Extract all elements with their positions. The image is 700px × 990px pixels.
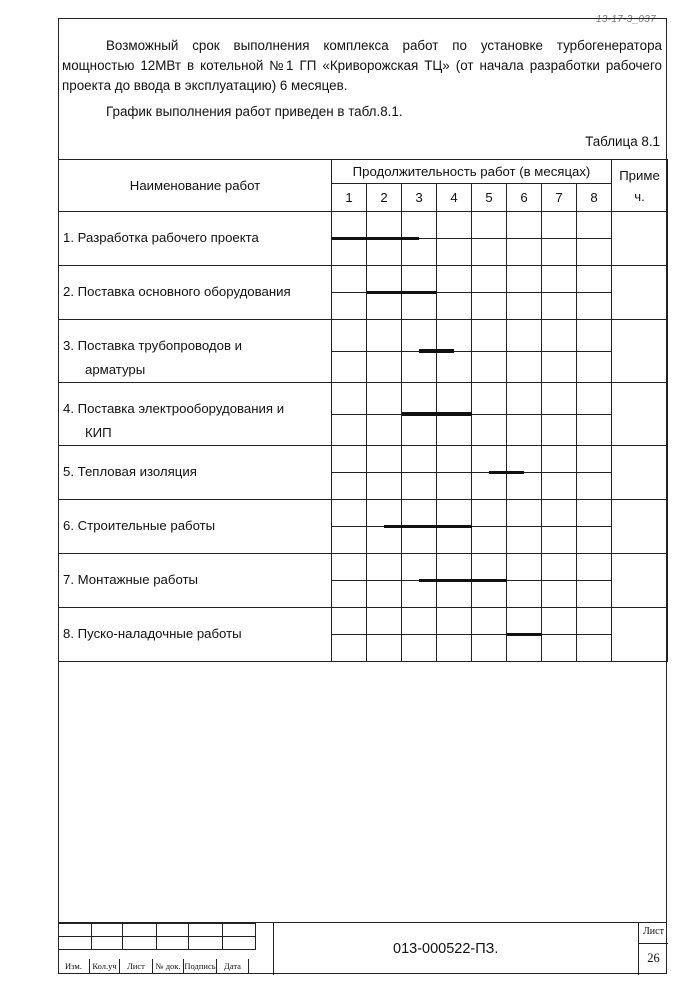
grid-cell xyxy=(402,351,437,383)
grid-cell xyxy=(437,293,472,320)
task-bar xyxy=(384,525,472,529)
grid-cell xyxy=(332,527,367,554)
grid-cell xyxy=(507,581,542,608)
month-header-5: 5 xyxy=(472,184,507,212)
grid-cell xyxy=(367,554,402,581)
grid-cell xyxy=(402,473,437,500)
task-bar xyxy=(507,633,542,637)
note-cell xyxy=(612,383,668,446)
task-bar xyxy=(419,579,507,583)
month-header-3: 3 xyxy=(402,184,437,212)
grid-cell xyxy=(472,414,507,446)
table-caption: Таблица 8.1 xyxy=(585,134,660,149)
task-bar xyxy=(402,412,472,416)
grid-cell xyxy=(367,608,402,635)
grid-cell xyxy=(507,293,542,320)
grid-cell xyxy=(332,212,367,239)
grid-cell xyxy=(472,320,507,352)
grid-cell xyxy=(367,383,402,415)
task-name: 4. Поставка электрооборудования и xyxy=(63,401,285,416)
grid-cell xyxy=(332,383,367,415)
grid-cell xyxy=(507,266,542,293)
grid-cell xyxy=(577,351,612,383)
grid-cell xyxy=(542,351,577,383)
task-name-continuation: арматуры xyxy=(85,362,146,377)
grid-cell xyxy=(542,266,577,293)
grid-cell xyxy=(472,383,507,415)
header-duration: Продолжительность работ (в месяцах) xyxy=(332,160,612,184)
grid-cell xyxy=(367,581,402,608)
task-row xyxy=(59,446,668,473)
header-note-line2: ч. xyxy=(634,188,645,204)
sheet-box xyxy=(638,923,668,975)
task-bar xyxy=(489,471,524,475)
note-cell xyxy=(612,500,668,554)
grid-cell xyxy=(472,581,507,608)
task-name: 6. Строительные работы xyxy=(63,518,216,533)
grid-cell xyxy=(507,414,542,446)
task-row xyxy=(59,554,668,581)
grid-cell xyxy=(437,581,472,608)
grid-cell xyxy=(437,320,472,352)
grid-cell xyxy=(367,266,402,293)
task-row xyxy=(59,608,668,635)
grid-cell xyxy=(472,554,507,581)
task-name-cell xyxy=(59,554,332,608)
grid-cell xyxy=(402,266,437,293)
grid-cell xyxy=(437,351,472,383)
grid-cell xyxy=(437,446,472,473)
grid-cell xyxy=(542,608,577,635)
task-name-cell xyxy=(59,212,332,266)
grid-cell xyxy=(577,414,612,446)
grid-cell xyxy=(577,212,612,239)
grid-cell xyxy=(507,473,542,500)
grid-cell xyxy=(507,351,542,383)
title-block-label: Подпись xyxy=(184,961,216,971)
note-cell xyxy=(612,554,668,608)
grid-cell xyxy=(577,608,612,635)
schedule-table xyxy=(58,159,668,662)
task-row xyxy=(59,383,668,415)
grid-cell xyxy=(542,581,577,608)
grid-cell xyxy=(437,383,472,415)
task-bar xyxy=(332,237,420,241)
grid-cell xyxy=(577,383,612,415)
grid-cell xyxy=(332,500,367,527)
grid-cell xyxy=(402,554,437,581)
grid-cell xyxy=(437,554,472,581)
grid-cell xyxy=(542,446,577,473)
reference-paragraph: График выполнения работ приведен в табл.8.1. xyxy=(106,104,403,119)
grid-cell xyxy=(542,500,577,527)
note-cell xyxy=(612,266,668,320)
intro-paragraph: Возможный срок выполнения комплекса работ по установке турбогенератора мощностью 12МВт в котельной №1 ГП «Криворожская ТЦ» (от начала разработки рабочего проекта до ввода в эксплуатацию) 6 месяцев. xyxy=(62,38,662,93)
grid-cell xyxy=(472,266,507,293)
task-name: 7. Монтажные работы xyxy=(63,572,199,587)
grid-cell xyxy=(507,635,542,662)
grid-cell xyxy=(332,473,367,500)
grid-cell xyxy=(332,320,367,352)
grid-cell xyxy=(542,383,577,415)
grid-cell xyxy=(507,320,542,352)
grid-cell xyxy=(367,212,402,239)
month-header-4: 4 xyxy=(437,184,472,212)
document-code: 013-000522-ПЗ. xyxy=(393,941,499,957)
note-cell xyxy=(612,608,668,662)
title-block-label: № док. xyxy=(153,959,184,973)
grid-cell xyxy=(577,635,612,662)
grid-cell xyxy=(577,581,612,608)
grid-cell xyxy=(472,293,507,320)
month-header-6: 6 xyxy=(507,184,542,212)
grid-cell xyxy=(472,239,507,266)
grid-cell xyxy=(577,554,612,581)
grid-cell xyxy=(402,500,437,527)
grid-cell xyxy=(402,293,437,320)
note-cell xyxy=(612,446,668,500)
grid-cell xyxy=(542,293,577,320)
task-bar xyxy=(367,291,437,295)
grid-cell xyxy=(402,581,437,608)
task-name-continuation: КИП xyxy=(85,425,112,440)
grid-cell xyxy=(332,293,367,320)
task-name-cell xyxy=(59,383,332,446)
grid-cell xyxy=(332,239,367,266)
grid-cell xyxy=(332,554,367,581)
grid-cell xyxy=(402,320,437,352)
task-body xyxy=(59,212,668,662)
grid-cell xyxy=(507,212,542,239)
grid-cell xyxy=(577,500,612,527)
grid-cell xyxy=(402,414,437,446)
grid-cell xyxy=(542,212,577,239)
grid-cell xyxy=(542,473,577,500)
title-block-label: Изм. xyxy=(58,959,90,973)
note-cell xyxy=(612,212,668,266)
grid-cell xyxy=(367,293,402,320)
grid-cell xyxy=(402,383,437,415)
task-row xyxy=(59,320,668,352)
grid-cell xyxy=(542,554,577,581)
grid-cell xyxy=(577,293,612,320)
grid-cell xyxy=(472,473,507,500)
month-header-7: 7 xyxy=(542,184,577,212)
grid-cell xyxy=(437,635,472,662)
task-name: 1. Разработка рабочего проекта xyxy=(63,230,259,245)
grid-cell xyxy=(402,608,437,635)
grid-cell xyxy=(437,266,472,293)
task-row xyxy=(59,500,668,527)
grid-cell xyxy=(332,608,367,635)
grid-cell xyxy=(437,239,472,266)
header-note xyxy=(612,160,668,212)
title-block-divider xyxy=(273,923,274,975)
grid-cell xyxy=(367,239,402,266)
month-header-1: 1 xyxy=(332,184,367,212)
task-name: 2. Поставка основного оборудования xyxy=(63,284,291,299)
grid-cell xyxy=(472,500,507,527)
grid-cell xyxy=(542,414,577,446)
grid-cell xyxy=(472,527,507,554)
sheet-number: 26 xyxy=(647,951,660,965)
grid-cell xyxy=(577,239,612,266)
title-block-label: Лист xyxy=(120,959,153,973)
grid-cell xyxy=(402,446,437,473)
grid-cell xyxy=(542,527,577,554)
grid-cell xyxy=(367,527,402,554)
grid-cell xyxy=(472,446,507,473)
grid-cell xyxy=(472,212,507,239)
grid-cell xyxy=(437,608,472,635)
grid-cell xyxy=(367,446,402,473)
grid-cell xyxy=(507,527,542,554)
grid-cell xyxy=(507,383,542,415)
title-block-label: Кол.уч xyxy=(90,959,120,973)
grid-cell xyxy=(577,320,612,352)
title-block-labels xyxy=(58,959,249,973)
grid-cell xyxy=(577,473,612,500)
grid-cell xyxy=(332,351,367,383)
grid-cell xyxy=(542,239,577,266)
sheet-divider xyxy=(639,943,668,944)
grid-cell xyxy=(437,414,472,446)
grid-cell xyxy=(472,351,507,383)
task-name-cell xyxy=(59,266,332,320)
grid-cell xyxy=(472,608,507,635)
header-name: Наименование работ xyxy=(59,160,332,212)
grid-cell xyxy=(332,266,367,293)
grid-cell xyxy=(577,527,612,554)
grid-cell xyxy=(367,414,402,446)
grid-cell xyxy=(367,473,402,500)
grid-cell xyxy=(402,212,437,239)
task-bar xyxy=(419,349,454,353)
task-name-cell xyxy=(59,500,332,554)
grid-cell xyxy=(332,581,367,608)
grid-cell xyxy=(402,239,437,266)
grid-cell xyxy=(402,527,437,554)
grid-cell xyxy=(437,527,472,554)
grid-cell xyxy=(367,635,402,662)
month-header-2: 2 xyxy=(367,184,402,212)
title-block-label: Дата xyxy=(217,959,249,973)
grid-cell xyxy=(507,608,542,635)
grid-cell xyxy=(332,635,367,662)
grid-cell xyxy=(507,239,542,266)
task-name-cell xyxy=(59,320,332,383)
grid-cell xyxy=(507,500,542,527)
header-note-line1: Приме xyxy=(619,167,660,183)
grid-cell xyxy=(542,635,577,662)
task-name: 5. Тепловая изоляция xyxy=(63,464,197,479)
grid-cell xyxy=(402,635,437,662)
title-block xyxy=(58,922,667,975)
grid-cell xyxy=(437,473,472,500)
text-block xyxy=(62,36,662,122)
grid-cell xyxy=(332,446,367,473)
task-row xyxy=(59,266,668,293)
month-header-8: 8 xyxy=(577,184,612,212)
corner-stamp: 13-17-3_037 xyxy=(596,14,657,25)
grid-cell xyxy=(367,500,402,527)
task-name: 8. Пуско-наладочные работы xyxy=(63,626,242,641)
grid-cell xyxy=(542,320,577,352)
note-cell xyxy=(612,320,668,383)
task-row xyxy=(59,212,668,239)
sheet-label: Лист xyxy=(643,926,664,937)
task-name-cell xyxy=(59,446,332,500)
grid-cell xyxy=(437,212,472,239)
grid-cell xyxy=(437,500,472,527)
grid-cell xyxy=(367,351,402,383)
task-name: 3. Поставка трубопроводов и xyxy=(63,338,242,353)
grid-cell xyxy=(367,320,402,352)
grid-cell xyxy=(507,554,542,581)
grid-cell xyxy=(507,446,542,473)
grid-cell xyxy=(577,446,612,473)
grid-cell xyxy=(577,266,612,293)
grid-cell xyxy=(472,635,507,662)
grid-cell xyxy=(332,414,367,446)
title-block-grid xyxy=(58,923,256,950)
task-name-cell xyxy=(59,608,332,662)
